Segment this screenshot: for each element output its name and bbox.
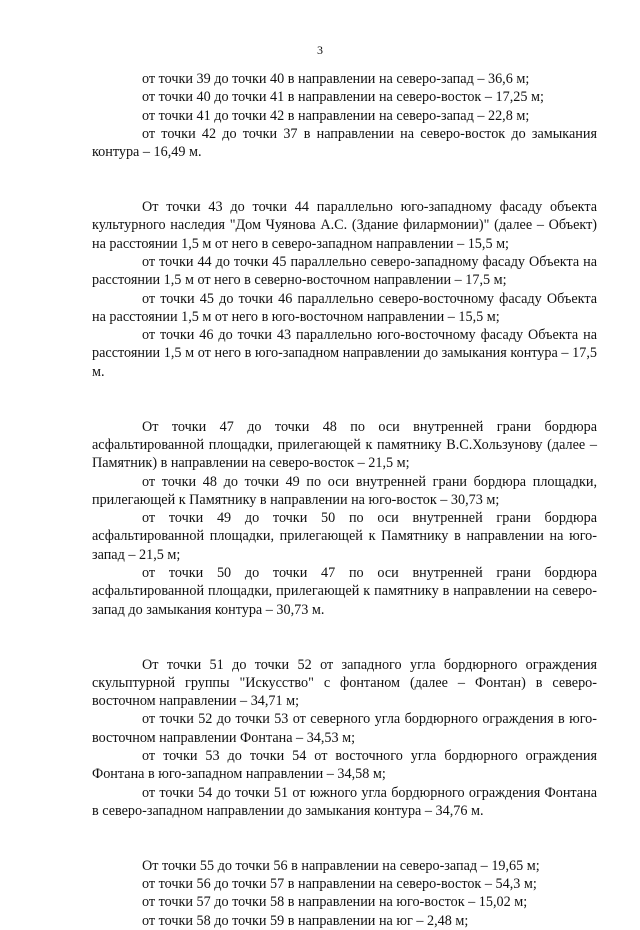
document-body: [92, 70, 597, 930]
paragraph: От точки 43 до точки 44 параллельно юго-западному фасаду объекта культурного наследия "Дом Чуянова А.С. (Здание филармонии)" (далее – Объект) на расстоянии 1,5 м от него в северо-западном направлении – 15,5 м;: [92, 199, 597, 252]
section-spacer: [92, 838, 597, 856]
paragraph: от точки 48 до точки 49 по оси внутренней грани бордюра площадки, прилегающей к Памятнику в направлении на юго-восток – 30,73 м;: [92, 473, 597, 508]
paragraph: от точки 45 до точки 46 параллельно северо-восточному фасаду Объекта на расстоянии 1,5 м от него в юго-восточном направлении – 15,5 м;: [92, 290, 597, 325]
paragraph: от точки 44 до точки 45 параллельно северо-западному фасаду Объекта на расстоянии 1,5 м от него в северно-восточном направлении – 17,5 м;: [92, 253, 597, 289]
section-contour-55-59: [92, 857, 597, 930]
paragraph: От точки 51 до точки 52 от западного угла бордюрного ограждения скульптурной группы "Искусство" с фонтаном (далее – Фонтан) в северо-восточном направлении – 34,71 м;: [92, 656, 597, 710]
section-spacer: [92, 820, 597, 838]
paragraph: от точки 57 до точки 58 в направлении на юго-восток – 15,02 м;: [142, 894, 528, 911]
paragraph: от точки 50 до точки 47 по оси внутренней грани бордюра асфальтированной площадки, прилегающей к памятнику в направлении на северо-запад до замыкания контура – 30,73 м.: [92, 565, 597, 618]
section-spacer: [92, 637, 597, 655]
paragraph: от точки 58 до точки 59 в направлении на юг – 2,48 м;: [142, 912, 469, 929]
section-contour-51-54: [92, 656, 597, 821]
paragraph: от точки 53 до точки 54 от восточного угла бордюрного ограждения Фонтана в юго-западном направлении – 34,58 м;: [92, 747, 597, 783]
paragraph: от точки 39 до точки 40 в направлении на северо-запад – 36,6 м;: [142, 71, 530, 87]
paragraph: От точки 55 до точки 56 в направлении на северо-запад – 19,65 м;: [142, 857, 540, 874]
paragraph: от точки 54 до точки 51 от южного угла бордюрного ограждения Фонтана в северо-западном направлении до замыкания контура – 34,76 м.: [92, 784, 597, 819]
paragraph: от точки 56 до точки 57 в направлении на северо-восток – 54,3 м;: [142, 876, 537, 893]
section-spacer: [92, 161, 597, 179]
section-contour-43-46: [92, 198, 597, 381]
paragraph: от точки 49 до точки 50 по оси внутренней грани бордюра асфальтированной площадки, прилегающей к Памятнику в направлении на юго-запад – 21,5 м;: [92, 510, 597, 563]
paragraph: от точки 42 до точки 37 в направлении на северо-восток до замыкания контура – 16,49 м.: [92, 125, 597, 161]
paragraph: от точки 41 до точки 42 в направлении на северо-запад – 22,8 м;: [142, 107, 530, 124]
section-spacer: [92, 381, 597, 399]
paragraph: от точки 52 до точки 53 от северного угла бордюрного ограждения в юго-восточном направлении Фонтана – 34,53 м;: [92, 711, 597, 746]
paragraph: От точки 47 до точки 48 по оси внутренней грани бордюра асфальтированной площадки, прилегающей к памятнику В.С.Хользунову (далее – Памятник) в направлении на северо-восток – 21,5 м;: [92, 418, 597, 472]
section-spacer: [92, 399, 597, 417]
paragraph: от точки 40 до точки 41 в направлении на северо-восток – 17,25 м;: [142, 89, 544, 106]
paragraph: от точки 46 до точки 43 параллельно юго-восточному фасаду Объекта на расстоянии 1,5 м от него в юго-западном направлении до замыкания контура – 17,5 м.: [92, 327, 597, 380]
section-spacer: [92, 619, 597, 637]
section-contour-47-50: [92, 418, 597, 619]
section-spacer: [92, 180, 597, 198]
section-contour-39-42: [92, 70, 597, 161]
page-number: 3: [317, 43, 323, 57]
